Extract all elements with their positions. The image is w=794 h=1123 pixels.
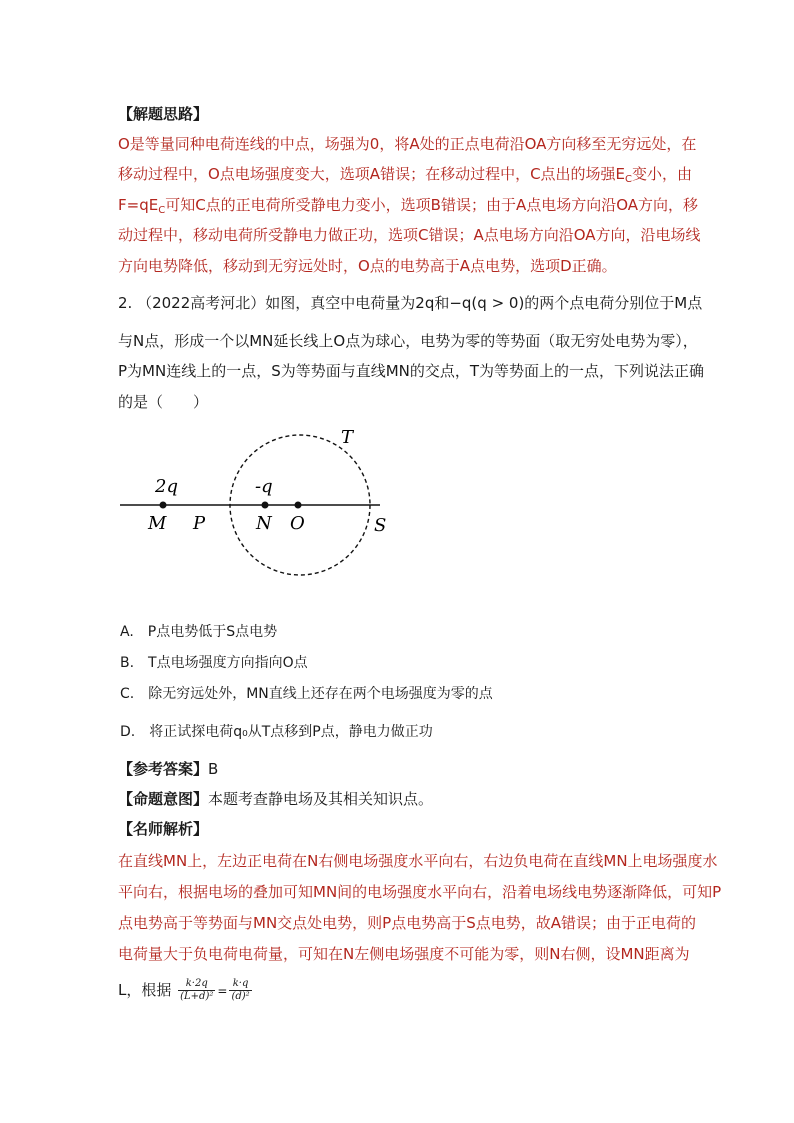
explain-line-1: 在直线MN上，左边正电荷在N右侧电场强度水平向右，右边负电荷在直线MN上电场强度水 xyxy=(118,852,718,870)
explain-line-2: 平向右，根据电场的叠加可知MN间的电场强度水平向右，沿着电场线电势逐渐降低，可知P xyxy=(118,883,722,901)
charge-m-label: 2q xyxy=(155,476,178,497)
label-m: M xyxy=(148,513,167,534)
question-line-2: 与N点，形成一个以MN延长线上O点为球心，电势为零的等势面（取无穷处电势为零）， xyxy=(118,332,698,350)
point-n xyxy=(262,502,269,509)
question-line-3: P为MN连线上的一点，S为等势面与直线MN的交点，T为等势面上的一点，下列说法正确 xyxy=(118,362,705,380)
label-t: T xyxy=(341,427,354,448)
formula-left-fraction: $\frac{k\cdot 2q}{\text{(L+d)²}}$ xyxy=(180,978,214,1002)
analysis-line-4: 动过程中，移动电荷所受静电力做正功，选项C错误；A点电场方向沿OA方向，沿电场线 xyxy=(118,226,701,244)
explain-line-4: 电荷量大于负电荷电荷量，可知在N左侧电场强度不可能为零，则N右侧，设MN距离为 xyxy=(118,945,690,963)
answer-line: 【参考答案】B xyxy=(118,760,219,778)
charge-n-label: -q xyxy=(255,476,273,497)
analysis-heading: 【解题思路】 xyxy=(118,105,209,123)
label-s: S xyxy=(374,515,387,536)
point-m xyxy=(160,502,167,509)
option-d: D. 将正试探电荷q₀从T点移到P点，静电力做正功 xyxy=(120,724,433,740)
analysis-line-1: O是等量同种电荷连线的中点，场强为0，将A处的正点电荷沿OA方向移至无穷远处，在 xyxy=(118,135,697,153)
analysis-line-2: 移动过程中，O点电场强度变大，选项A错误；在移动过程中，C点出的场强$E_C$变小，由 xyxy=(118,165,693,185)
option-c: C. 除无穷远处外，MN直线上还存在两个电场强度为零的点 xyxy=(120,686,493,702)
intent-line: 【命题意图】本题考查静电场及其相关知识点。 xyxy=(118,790,434,808)
question-line-1: 2. （2022高考河北）如图，真空中电荷量为2q和−q(q > 0)的两个点电荷分别位于M点 xyxy=(118,294,703,312)
formula-right-fraction: $\frac{k\cdot q}{\text{(d)²}}$ xyxy=(231,978,250,1002)
label-p: P xyxy=(193,513,206,534)
label-n: N xyxy=(256,513,272,534)
label-o: O xyxy=(290,513,305,534)
analysis-line-5: 方向电势降低，移动到无穷远处时，O点的电势高于A点电势，选项D正确。 xyxy=(118,257,617,275)
explain-line-5: L，根据 $\frac{k\cdot 2q}{\text{(L+d)²}}$ = $\frac{k\cdot q}{\text{(d)²}}$ xyxy=(118,978,250,1002)
analysis-line-3: $F=qE_C$可知C点的正电荷所受静电力变小，选项B错误；由于A点电场方向沿OA方向，移 xyxy=(118,196,699,216)
equipotential-figure xyxy=(110,420,410,590)
option-a: A. P点电势低于S点电势 xyxy=(120,624,278,640)
explain-heading: 【名师解析】 xyxy=(118,820,209,838)
point-o xyxy=(295,502,302,509)
explain-line-3: 点电势高于等势面与MN交点处电势，则P点电势高于S点电势，故A错误；由于正电荷的 xyxy=(118,914,696,932)
option-b: B. T点电场强度方向指向O点 xyxy=(120,655,308,671)
question-line-4: 的是（ ） xyxy=(118,393,209,411)
